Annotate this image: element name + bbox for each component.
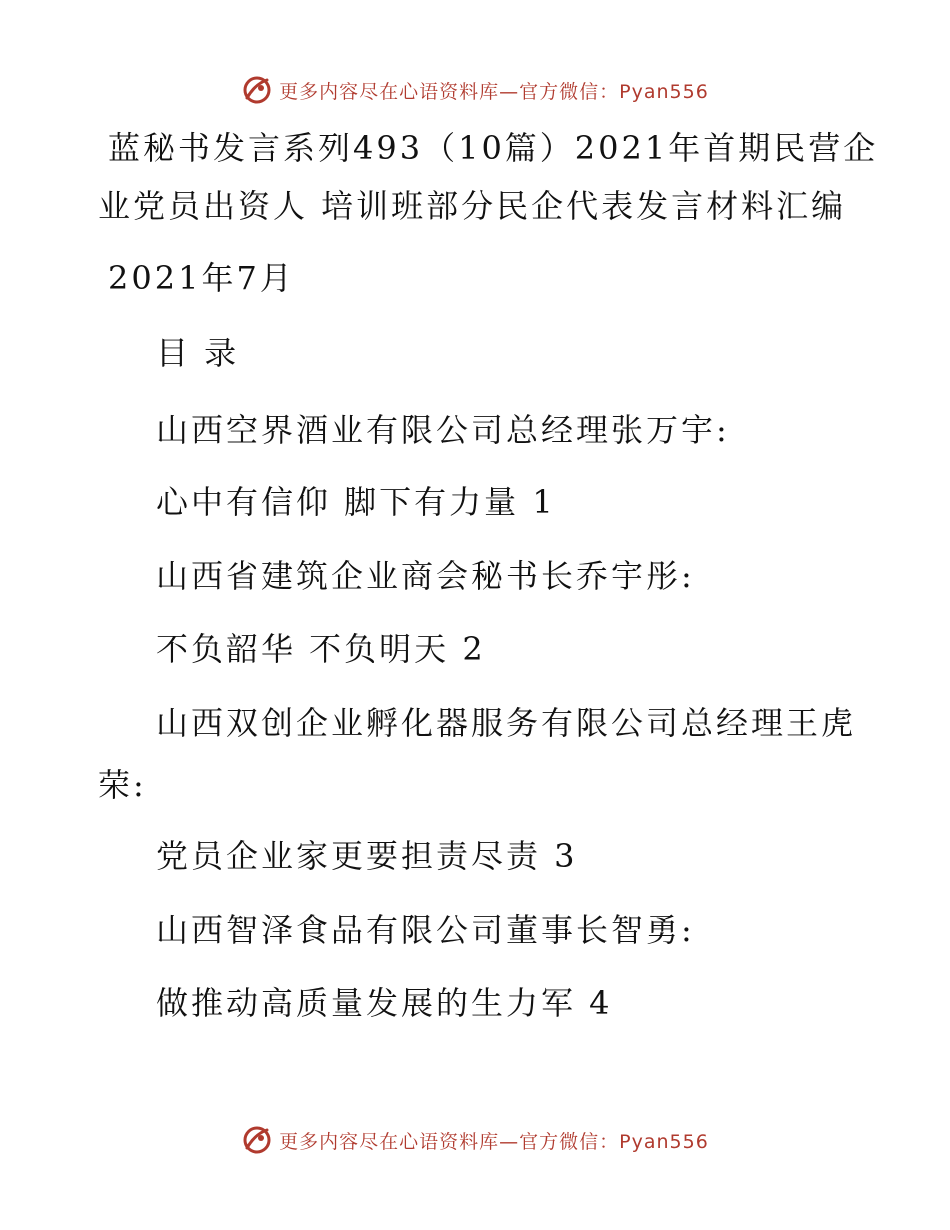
watermark-banner-bottom <box>0 1120 950 1160</box>
watermark-text: 更多内容尽在心语资料库—官方微信：Pyan556 <box>279 80 709 103</box>
toc-entry-4: 做推动高质量发展的生力军 4 <box>156 984 613 1022</box>
toc-speaker-2: 山西省建筑企业商会秘书长乔宇彤: <box>156 557 695 595</box>
document-date: 2021年7月 <box>108 259 295 297</box>
document-title-line-2: 业党员出资人 培训班部分民企代表发言材料汇编 <box>98 187 847 225</box>
toc-heading: 目 录 <box>156 334 240 372</box>
ink-brush-logo-icon <box>241 74 273 106</box>
toc-speaker-3-line-1: 山西双创企业孵化器服务有限公司总经理王虎 <box>156 704 857 742</box>
toc-speaker-3-line-2: 荣: <box>98 766 147 804</box>
toc-entry-1: 心中有信仰 脚下有力量 1 <box>156 483 556 521</box>
toc-speaker-4: 山西智泽食品有限公司董事长智勇: <box>156 911 695 949</box>
toc-speaker-1: 山西空界酒业有限公司总经理张万宇: <box>156 411 730 449</box>
toc-entry-3: 党员企业家更要担责尽责 3 <box>156 837 578 875</box>
watermark-banner-top <box>0 70 950 110</box>
ink-brush-logo-icon <box>241 1124 273 1156</box>
watermark-text: 更多内容尽在心语资料库—官方微信：Pyan556 <box>279 1130 709 1153</box>
toc-entry-2: 不负韶华 不负明天 2 <box>156 630 486 668</box>
document-title-line-1: 蓝秘书发言系列493（10篇）2021年首期民营企 <box>108 129 879 167</box>
